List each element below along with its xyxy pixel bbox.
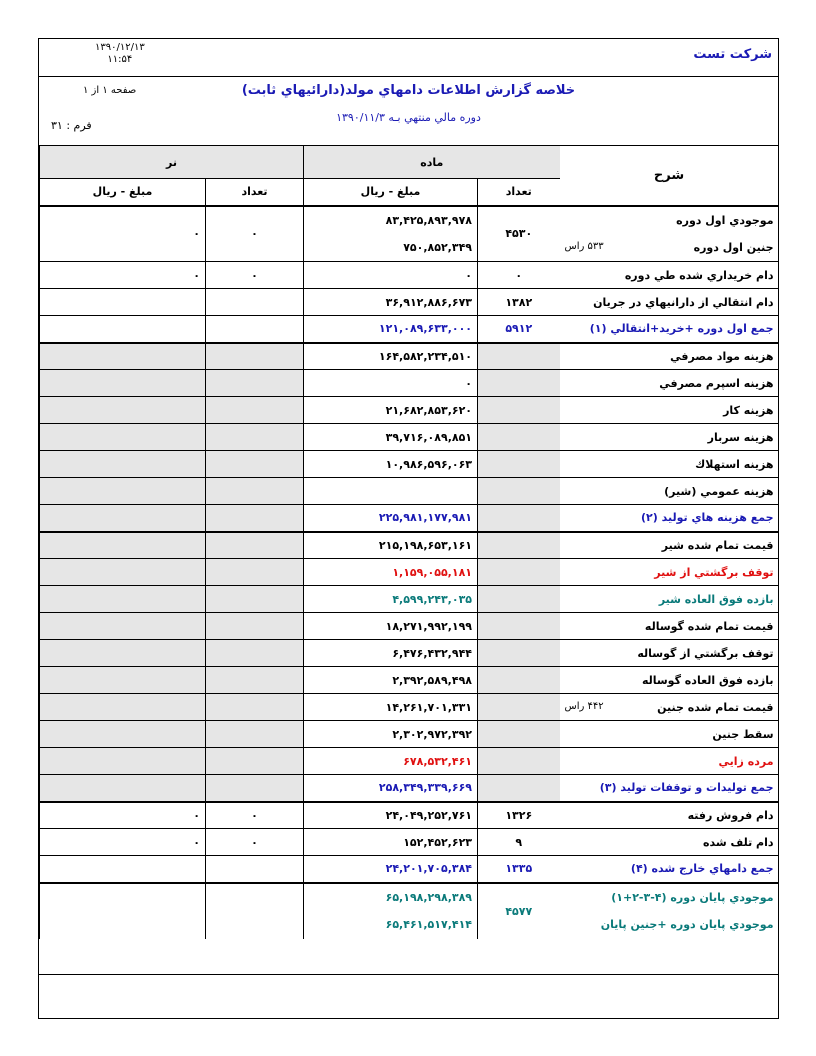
female-count-cell xyxy=(478,397,560,424)
description-cell xyxy=(560,721,779,748)
description-text: هزينه سربار xyxy=(707,430,774,444)
male-amount-header: مبلغ - ريال xyxy=(40,179,206,206)
male-count-cell xyxy=(206,640,304,667)
male-count-cell xyxy=(206,613,304,640)
description-line-1 xyxy=(565,214,774,227)
male-count-cell xyxy=(206,397,304,424)
description-cell xyxy=(560,694,779,721)
description-text: مرده زايي xyxy=(718,754,774,768)
male-count-cell xyxy=(206,424,304,451)
female-amount-header: مبلغ - ريال xyxy=(304,179,478,206)
male-count-cell xyxy=(206,343,304,370)
male-amount-cell xyxy=(40,694,206,721)
female-count-cell xyxy=(478,451,560,478)
male-amount-cell xyxy=(40,856,206,883)
male-count-cell xyxy=(206,559,304,586)
table-row xyxy=(40,316,779,343)
description-cell xyxy=(560,667,779,694)
report-header-top xyxy=(39,39,778,77)
female-amount-cell: ۱۸,۲۷۱,۹۹۲,۱۹۹ xyxy=(304,613,478,640)
male-count-cell xyxy=(206,505,304,532)
female-amount-cell: ۱۰,۹۸۶,۵۹۶,۰۶۳ xyxy=(304,451,478,478)
male-amount-cell xyxy=(40,586,206,613)
description-cell xyxy=(560,289,779,316)
description-cell xyxy=(560,559,779,586)
male-count-cell xyxy=(206,748,304,775)
male-amount-cell xyxy=(40,289,206,316)
female-amount-cell xyxy=(304,478,478,505)
table-row xyxy=(40,775,779,802)
print-time: ۱۱:۵۴ xyxy=(107,54,133,65)
description-text: هزينه مواد مصرفي xyxy=(670,349,774,363)
male-count-cell xyxy=(206,721,304,748)
report-table xyxy=(39,145,779,939)
male-count-cell xyxy=(206,694,304,721)
description-cell xyxy=(560,748,779,775)
male-count-cell xyxy=(206,775,304,802)
female-group-header: ماده xyxy=(304,146,560,179)
female-amount-cell: ۱۴,۲۶۱,۷۰۱,۳۳۱ xyxy=(304,694,478,721)
male-amount-cell xyxy=(40,343,206,370)
female-amount-cell xyxy=(304,883,478,939)
female-amount-cell: ۲,۳۰۲,۹۷۲,۳۹۲ xyxy=(304,721,478,748)
table-row xyxy=(40,640,779,667)
description-cell xyxy=(560,424,779,451)
female-amount-cell: ۶۷۸,۵۳۲,۴۶۱ xyxy=(304,748,478,775)
report-footer xyxy=(39,974,778,1018)
female-count-cell xyxy=(478,721,560,748)
description-text: جمع هزينه هاي توليد (۲) xyxy=(641,511,774,525)
female-amount-cell: ۰ xyxy=(304,262,478,289)
female-amount-cell-line-1: ۶۵,۱۹۸,۲۹۸,۳۸۹ xyxy=(385,890,473,904)
table-row xyxy=(40,559,779,586)
female-amount-cell: ۲۴,۰۴۹,۲۵۲,۷۶۱ xyxy=(304,802,478,829)
female-count-cell xyxy=(478,478,560,505)
female-count-cell: ۴۵۷۷ xyxy=(478,883,560,939)
table-row xyxy=(40,478,779,505)
table-row xyxy=(40,289,779,316)
description-cell xyxy=(560,262,779,289)
table-row xyxy=(40,748,779,775)
female-count-cell: ۱۳۲۶ xyxy=(478,802,560,829)
description-text: دام فروش رفته xyxy=(687,808,774,822)
female-count-cell xyxy=(478,505,560,532)
report-frame xyxy=(38,38,779,1019)
description-header: شرح xyxy=(560,146,779,206)
male-amount-cell: ۰ xyxy=(40,206,206,262)
male-amount-cell xyxy=(40,748,206,775)
table-row xyxy=(40,532,779,559)
description-cell xyxy=(560,316,779,343)
male-count-cell xyxy=(206,478,304,505)
page-number: صفحه ۱ از ۱ xyxy=(83,85,137,96)
female-count-cell xyxy=(478,640,560,667)
male-count-cell xyxy=(206,451,304,478)
male-count-cell xyxy=(206,370,304,397)
table-row xyxy=(40,424,779,451)
table-row xyxy=(40,802,779,829)
table-row xyxy=(40,505,779,532)
description-cell xyxy=(560,451,779,478)
description-note: ۵۳۳ راس xyxy=(564,240,604,252)
male-amount-cell xyxy=(40,883,206,939)
description-note: ۴۴۲ راس xyxy=(564,700,604,712)
description-cell xyxy=(560,370,779,397)
male-count-cell xyxy=(206,667,304,694)
female-count-cell xyxy=(478,748,560,775)
description-cell xyxy=(560,505,779,532)
female-count-cell xyxy=(478,343,560,370)
description-text: هزينه عمومي (شير) xyxy=(664,484,774,498)
male-amount-cell xyxy=(40,640,206,667)
table-row xyxy=(40,370,779,397)
female-amount-cell: ۲۱۵,۱۹۸,۶۵۳,۱۶۱ xyxy=(304,532,478,559)
description-text: هزينه كار xyxy=(723,403,774,417)
table-row xyxy=(40,397,779,424)
description-cell xyxy=(560,775,779,802)
male-amount-cell xyxy=(40,397,206,424)
description-text: هزينه اسپرم مصرفي xyxy=(659,376,774,390)
male-amount-cell: ۰ xyxy=(40,802,206,829)
table-row xyxy=(40,613,779,640)
print-date: ۱۳۹۰/۱۲/۱۳ xyxy=(95,42,145,53)
female-count-cell: ۱۳۸۲ xyxy=(478,289,560,316)
table-row xyxy=(40,694,779,721)
description-text: دام تلف شده xyxy=(702,835,774,849)
description-cell xyxy=(560,883,779,939)
female-count-cell xyxy=(478,586,560,613)
description-cell xyxy=(560,856,779,883)
description-text: جمع دامهاي خارج شده (۴) xyxy=(630,862,774,876)
female-count-cell xyxy=(478,424,560,451)
table-row xyxy=(40,586,779,613)
company-name: شركت تست xyxy=(693,47,772,62)
male-amount-cell xyxy=(40,478,206,505)
female-amount-cell: ۴,۵۹۹,۲۴۳,۰۳۵ xyxy=(304,586,478,613)
male-amount-cell: ۰ xyxy=(40,829,206,856)
description-text: قيمت تمام شده گوساله xyxy=(644,619,774,633)
male-amount-cell xyxy=(40,721,206,748)
male-amount-cell xyxy=(40,451,206,478)
table-row xyxy=(40,667,779,694)
description-cell xyxy=(560,802,779,829)
male-amount-cell xyxy=(40,370,206,397)
male-count-cell: ۰ xyxy=(206,206,304,262)
female-count-cell xyxy=(478,532,560,559)
male-count-cell xyxy=(206,856,304,883)
female-count-cell xyxy=(478,559,560,586)
female-count-cell: ۵۹۱۲ xyxy=(478,316,560,343)
description-cell xyxy=(560,478,779,505)
female-amount-cell: ۲,۳۹۲,۵۸۹,۴۹۸ xyxy=(304,667,478,694)
female-amount-cell: ۱۵۲,۴۵۲,۶۲۳ xyxy=(304,829,478,856)
table-row xyxy=(40,829,779,856)
female-count-cell: ۰ xyxy=(478,262,560,289)
male-group-header: نر xyxy=(40,146,304,179)
description-cell xyxy=(560,640,779,667)
male-count-cell: ۰ xyxy=(206,262,304,289)
table-row xyxy=(40,883,779,939)
report-period: دوره مالي منتهي بـه ۱۳۹۰/۱۱/۳ xyxy=(336,111,481,124)
description-cell xyxy=(560,206,779,262)
table-row xyxy=(40,206,779,262)
female-count-header: تعداد xyxy=(478,179,560,206)
female-amount-cell: ۱۶۴,۵۸۲,۲۳۴,۵۱۰ xyxy=(304,343,478,370)
description-text: قيمت تمام شده جنين xyxy=(657,700,774,714)
description-line-1 xyxy=(565,891,774,904)
male-count-cell: ۰ xyxy=(206,829,304,856)
male-amount-cell xyxy=(40,613,206,640)
female-count-cell xyxy=(478,694,560,721)
male-amount-cell: ۰ xyxy=(40,262,206,289)
male-count-header: تعداد xyxy=(206,179,304,206)
description-text: توقف برگشتي از شير xyxy=(654,565,774,579)
male-count-cell xyxy=(206,883,304,939)
description-cell xyxy=(560,532,779,559)
female-count-cell: ۹ xyxy=(478,829,560,856)
female-amount-cell-line-1: ۸۳,۴۲۵,۸۹۳,۹۷۸ xyxy=(385,213,473,227)
female-amount-cell: ۰ xyxy=(304,370,478,397)
male-count-cell xyxy=(206,316,304,343)
description-cell xyxy=(560,397,779,424)
female-amount-cell: ۲۴,۲۰۱,۷۰۵,۳۸۴ xyxy=(304,856,478,883)
male-count-cell xyxy=(206,289,304,316)
female-count-cell xyxy=(478,775,560,802)
female-count-cell: ۴۵۳۰ xyxy=(478,206,560,262)
male-amount-cell xyxy=(40,667,206,694)
report-body xyxy=(40,206,779,939)
description-text: بازده فوق العاده گوساله xyxy=(641,673,774,687)
description-text: موجودي پايان دوره (۴-۳-۲+۱) xyxy=(611,890,774,904)
female-count-cell xyxy=(478,370,560,397)
female-amount-cell: ۶,۴۷۶,۴۳۲,۹۴۴ xyxy=(304,640,478,667)
report-title: خلاصه گزارش اطلاعات دامهاي مولد(دارائيهاي ثابت) xyxy=(241,83,576,98)
female-count-cell xyxy=(478,613,560,640)
description-text: دام خريداري شده طي دوره xyxy=(624,268,774,282)
description-cell xyxy=(560,586,779,613)
female-amount-cell-line-2: ۷۵۰,۸۵۲,۳۴۹ xyxy=(403,240,473,254)
description-line-2 xyxy=(565,918,774,931)
description-cell xyxy=(560,343,779,370)
table-row xyxy=(40,451,779,478)
female-count-cell xyxy=(478,667,560,694)
male-amount-cell xyxy=(40,316,206,343)
description-text: جمع توليدات و توقفات توليد (۳) xyxy=(599,781,774,795)
table-row xyxy=(40,721,779,748)
description-text: قيمت تمام شده شير xyxy=(661,538,774,552)
female-amount-cell: ۲۱,۶۸۲,۸۵۳,۶۲۰ xyxy=(304,397,478,424)
male-count-cell: ۰ xyxy=(206,802,304,829)
description-text: هزينه استهلاك xyxy=(695,457,774,471)
female-amount-cell: ۳۹,۷۱۶,۰۸۹,۸۵۱ xyxy=(304,424,478,451)
table-row xyxy=(40,262,779,289)
female-amount-cell xyxy=(304,206,478,262)
description-text: دام انتقالي از دارانيهاي در جريان xyxy=(593,295,774,309)
description-text: سقط جنين xyxy=(712,727,774,741)
female-amount-cell-line-2: ۶۵,۴۶۱,۵۱۷,۴۱۴ xyxy=(385,918,473,932)
description-cell xyxy=(560,829,779,856)
female-count-cell: ۱۳۳۵ xyxy=(478,856,560,883)
description-line-2 xyxy=(565,241,774,254)
description-text: موجودي اول دوره xyxy=(676,213,774,227)
table-row xyxy=(40,343,779,370)
report-header xyxy=(39,77,778,145)
male-amount-cell xyxy=(40,532,206,559)
description-text: جنين اول دوره xyxy=(693,240,774,254)
male-amount-cell xyxy=(40,505,206,532)
male-count-cell xyxy=(206,532,304,559)
female-amount-cell: ۳۶,۹۱۲,۸۸۶,۶۷۳ xyxy=(304,289,478,316)
female-amount-cell: ۲۲۵,۹۸۱,۱۷۷,۹۸۱ xyxy=(304,505,478,532)
description-text: بازده فوق العاده شير xyxy=(658,592,774,606)
female-amount-cell: ۲۵۸,۳۴۹,۳۳۹,۶۶۹ xyxy=(304,775,478,802)
table-row xyxy=(40,856,779,883)
print-datetime xyxy=(95,42,145,66)
male-amount-cell xyxy=(40,424,206,451)
female-amount-cell: ۱۲۱,۰۸۹,۶۳۳,۰۰۰ xyxy=(304,316,478,343)
male-count-cell xyxy=(206,586,304,613)
description-text: جمع اول دوره +خريد+انتقالي (۱) xyxy=(589,322,774,336)
female-amount-cell: ۱,۱۵۹,۰۵۵,۱۸۱ xyxy=(304,559,478,586)
male-amount-cell xyxy=(40,559,206,586)
form-number: فرم : ۳۱ xyxy=(51,119,92,132)
description-text: توقف برگشتي از گوساله xyxy=(637,646,774,660)
description-cell xyxy=(560,613,779,640)
male-amount-cell xyxy=(40,775,206,802)
description-text: موجودي پايان دوره +جنين پايان xyxy=(600,918,774,932)
